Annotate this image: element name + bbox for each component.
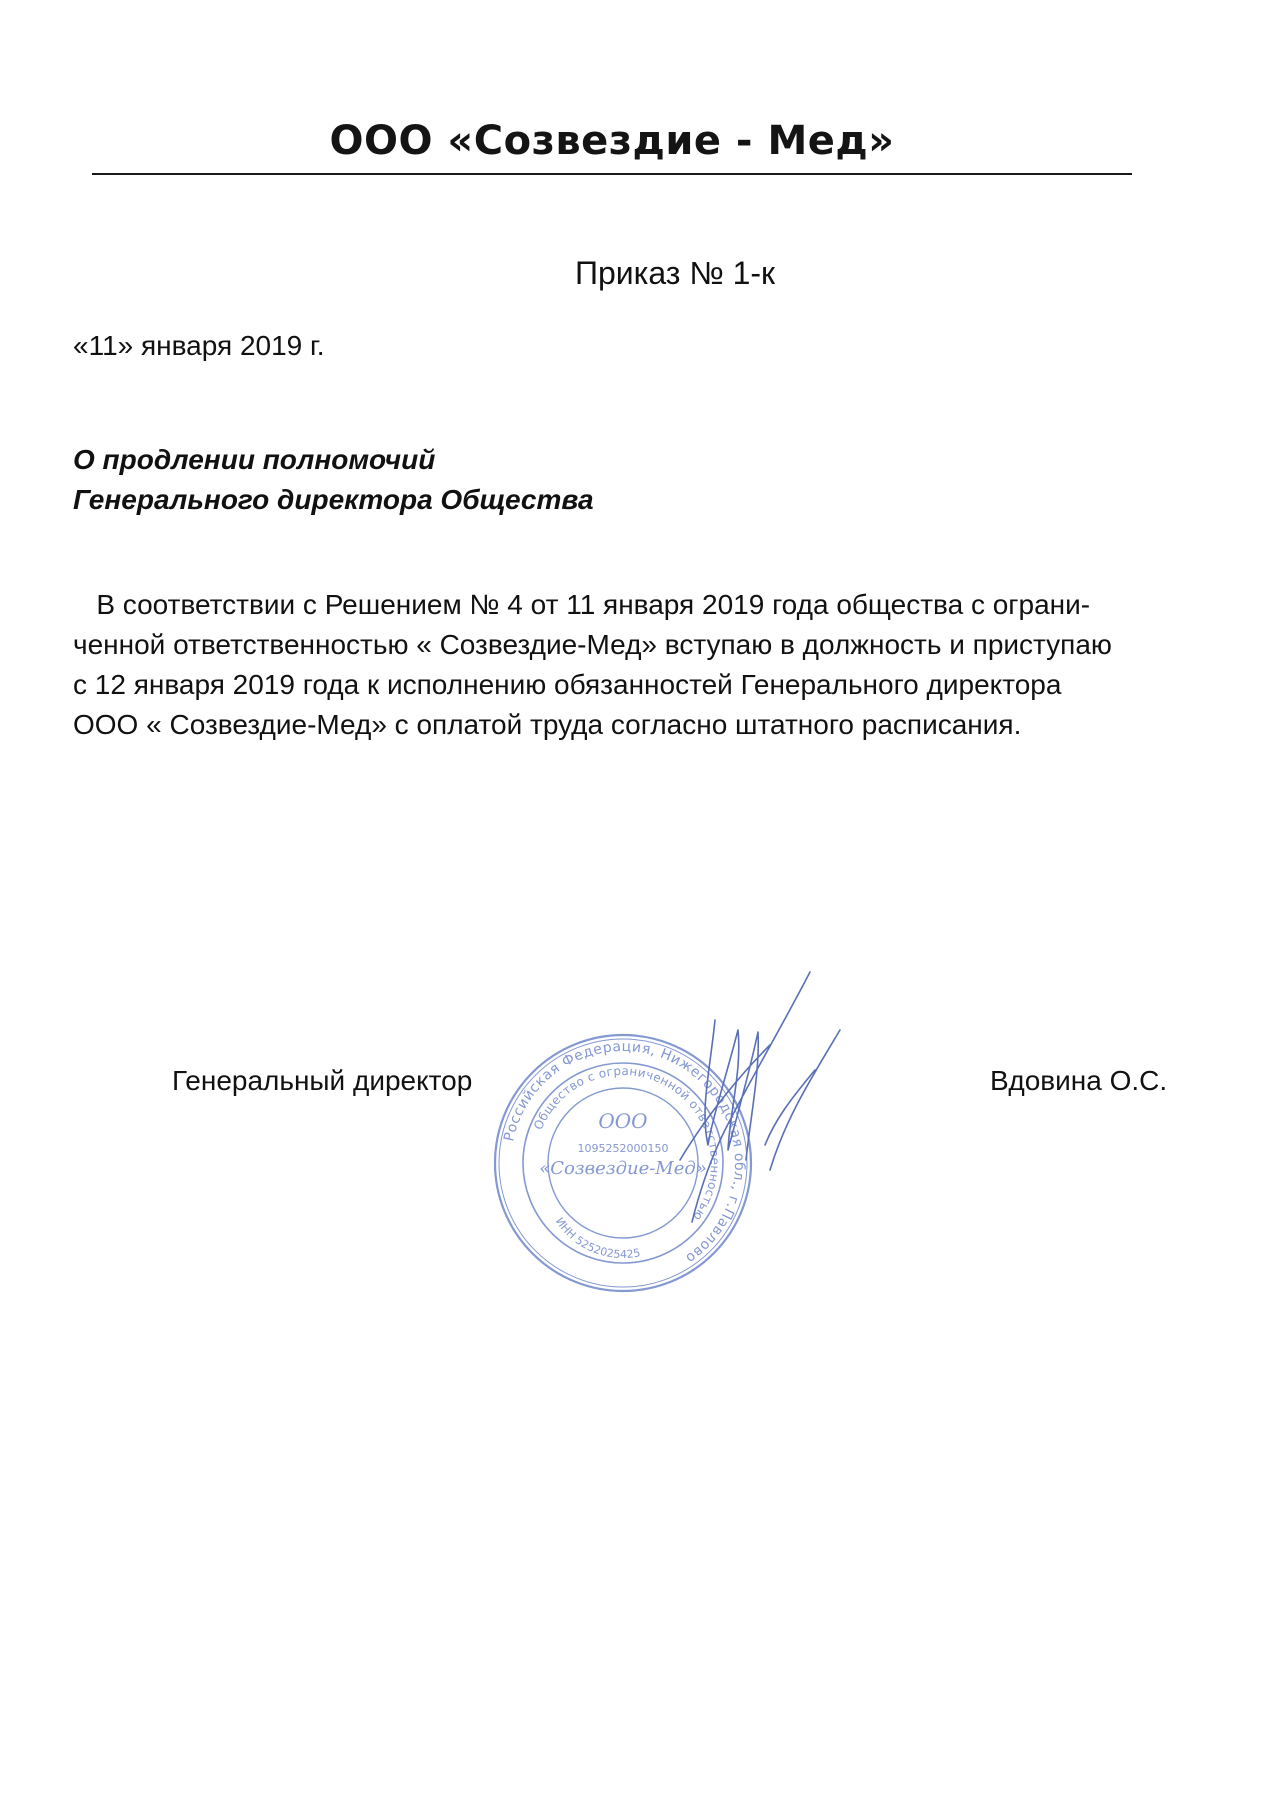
subject-line-2: Генерального директора Общества — [73, 484, 594, 515]
signatory-name: Вдовина О.С. — [990, 1065, 1168, 1096]
stamp-ogrn: 1095252000150 — [577, 1142, 669, 1155]
stamp-inner-ring-text: Общество с ограниченной ответственностью — [531, 1063, 723, 1224]
stamp-outer-text: Российская Федерация, Нижегородская обл., г.Павлово — [501, 1038, 748, 1267]
stamp-center-line-2: «Созвездие-Мед» — [539, 1158, 707, 1179]
company-name: ООО «Созвездие - Мед» — [329, 118, 895, 164]
handwritten-signature — [560, 960, 860, 1230]
order-subject — [73, 440, 594, 520]
body-line: В соответствии с Решением № 4 от 11 января 2019 года общества с ограни- — [73, 589, 1091, 620]
body-line: с 12 января 2019 года к исполнению обязанностей Генерального директора — [73, 669, 1062, 700]
header-divider — [92, 173, 1132, 175]
stamp-center-line-1: ООО — [598, 1109, 648, 1133]
order-title: Приказ № 1-к — [574, 255, 776, 291]
stamp-inn: ИНН 5252025425 — [552, 1215, 642, 1262]
body-line: ченной ответственностью « Созвездие-Мед» вступаю в должность и приступаю — [73, 629, 1112, 660]
body-line: ООО « Созвездие-Мед» с оплатой труда согласно штатного расписания. — [73, 709, 1022, 740]
signatory-position: Генеральный директор — [172, 1065, 473, 1096]
order-body — [73, 585, 1273, 745]
subject-line-1: О продлении полномочий — [73, 444, 436, 475]
order-date: «11» января 2019 г. — [73, 330, 325, 361]
